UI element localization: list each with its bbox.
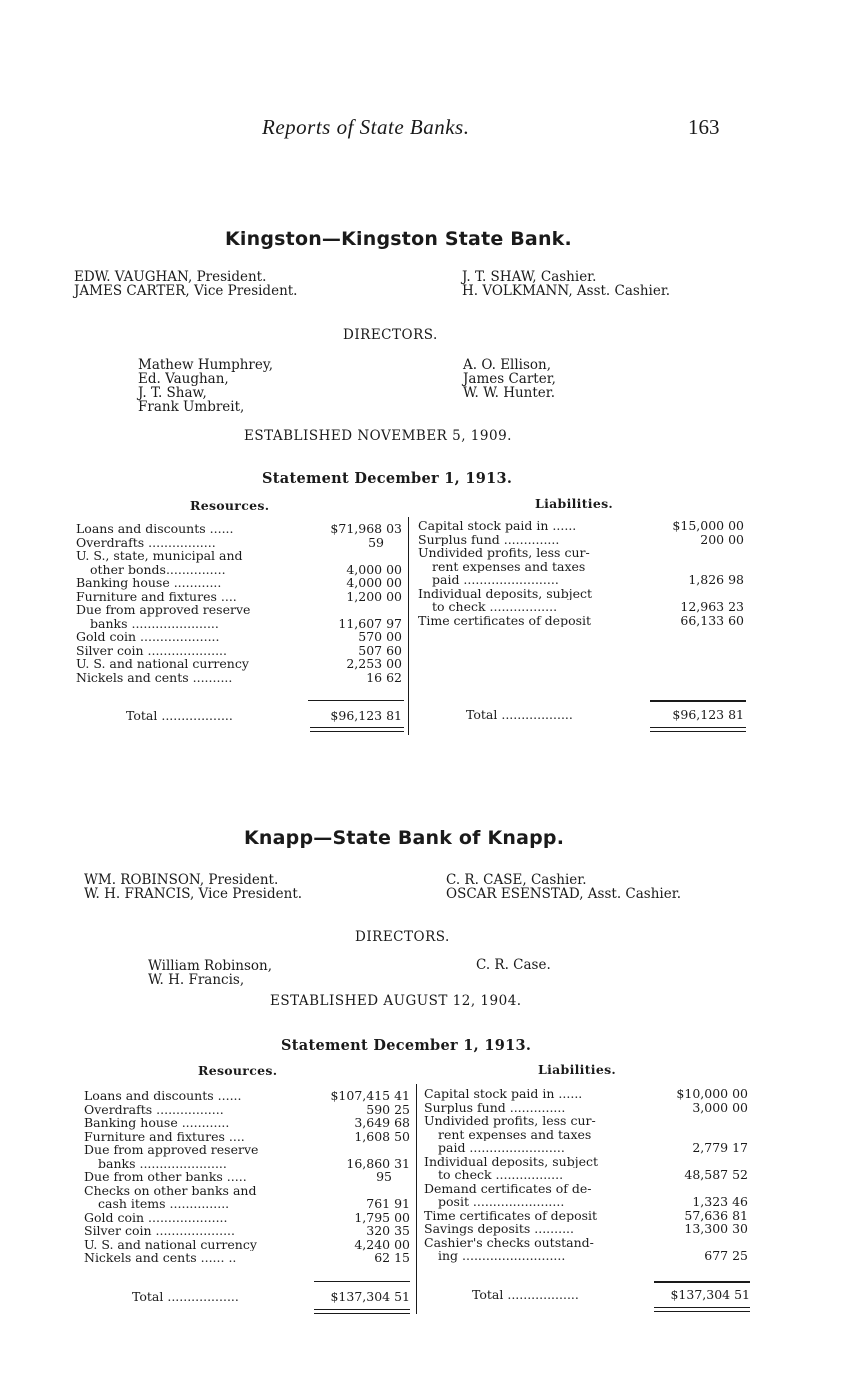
list-item: Checks on other banks and bbox=[84, 1183, 257, 1197]
double-rule bbox=[310, 727, 404, 728]
officer-cashier: C. R. CASE, Cashier. bbox=[446, 872, 587, 888]
list-item: U. S. and national currency 2,253 00 bbox=[76, 656, 402, 671]
list-item: paid ........................ 2,779 17 bbox=[438, 1140, 748, 1155]
liabilities-list bbox=[418, 519, 744, 627]
officer-vice-president: W. H. FRANCIS, Vice President. bbox=[84, 886, 303, 902]
director-name: Frank Umbreit, bbox=[138, 399, 245, 415]
established-date: ESTABLISHED NOVEMBER 5, 1909. bbox=[244, 428, 512, 444]
list-item: Individual deposits, subject bbox=[418, 586, 593, 600]
officers-right bbox=[446, 873, 681, 901]
list-item: Surplus fund .............. 3,000 00 bbox=[424, 1099, 748, 1115]
list-item: other bonds............... 4,000 00 bbox=[90, 561, 402, 577]
resources-total-row bbox=[132, 1290, 410, 1304]
list-item: rent expenses and taxes bbox=[432, 559, 586, 573]
officers-left bbox=[74, 270, 297, 298]
director-name: James Carter, bbox=[463, 371, 556, 387]
list-item: Capital stock paid in ...... $15,000 00 bbox=[418, 518, 744, 533]
total-rule bbox=[654, 1281, 750, 1283]
list-item: Furniture and fixtures .... 1,608 50 bbox=[84, 1128, 410, 1144]
resources-total: $96,123 81 bbox=[330, 708, 402, 723]
list-item: ing .......................... 677 25 bbox=[438, 1248, 748, 1263]
officer-asst-cashier: H. VOLKMANN, Asst. Cashier. bbox=[462, 283, 671, 299]
officer-asst-cashier: OSCAR ESENSTAD, Asst. Cashier. bbox=[446, 886, 681, 902]
page-number: 163 bbox=[688, 115, 720, 139]
list-item: cash items ............... 761 91 bbox=[98, 1196, 410, 1211]
director-name: J. T. Shaw, bbox=[138, 385, 207, 401]
list-item: Silver coin .................... 507 60 bbox=[76, 642, 402, 658]
list-item: U. S. and national currency 4,240 00 bbox=[84, 1236, 410, 1252]
list-item: Nickels and cents .......... 16 62 bbox=[76, 669, 402, 685]
liabilities-list bbox=[424, 1087, 748, 1263]
directors-left bbox=[148, 959, 272, 987]
resources-heading: Resources. bbox=[198, 1063, 278, 1078]
total-label: Total .................. bbox=[472, 1288, 579, 1302]
resources-list bbox=[84, 1089, 410, 1265]
total-label: Total .................. bbox=[126, 709, 233, 723]
double-rule bbox=[654, 1307, 750, 1308]
list-item: Loans and discounts ...... $107,415 41 bbox=[84, 1088, 410, 1103]
statement-heading: Statement December 1, 1913. bbox=[262, 470, 513, 487]
list-item: Cashier's checks outstand- bbox=[424, 1235, 594, 1249]
double-rule bbox=[314, 1309, 410, 1310]
statement-heading: Statement December 1, 1913. bbox=[281, 1037, 532, 1054]
officers-left bbox=[84, 873, 302, 901]
list-item: Silver coin .................... 320 35 bbox=[84, 1223, 410, 1238]
double-rule bbox=[650, 727, 746, 728]
list-item: Gold coin .................... 1,795 00 bbox=[84, 1209, 410, 1225]
list-item: to check ................. 48,587 52 bbox=[438, 1167, 748, 1182]
list-item: banks ...................... 16,860 31 bbox=[98, 1155, 410, 1171]
total-label: Total .................. bbox=[132, 1290, 239, 1304]
liabilities-total-row bbox=[466, 708, 744, 722]
liabilities-total: $137,304 51 bbox=[670, 1287, 750, 1302]
directors-right bbox=[463, 358, 556, 400]
list-item: Undivided profits, less cur- bbox=[418, 546, 590, 560]
liabilities-heading: Liabilities. bbox=[538, 1062, 617, 1077]
directors-left bbox=[138, 358, 273, 414]
resources-heading: Resources. bbox=[190, 498, 270, 513]
officer-president: EDW. VAUGHAN, President. bbox=[74, 269, 267, 285]
list-item: Loans and discounts ...... $71,968 03 bbox=[76, 521, 402, 536]
list-item: Gold coin .................... 570 00 bbox=[76, 629, 402, 644]
resources-total-row bbox=[126, 709, 402, 723]
established-date: ESTABLISHED AUGUST 12, 1904. bbox=[270, 993, 522, 1009]
list-item: Individual deposits, subject bbox=[424, 1154, 599, 1168]
list-item: Due from approved reserve bbox=[84, 1143, 259, 1157]
list-item: posit ....................... 1,323 46 bbox=[438, 1194, 748, 1209]
director-name: A. O. Ellison, bbox=[463, 357, 552, 373]
total-rule bbox=[650, 700, 746, 702]
liabilities-total-row bbox=[472, 1288, 750, 1302]
list-item: Capital stock paid in ...... $10,000 00 bbox=[424, 1086, 748, 1101]
director-name: W. W. Hunter. bbox=[463, 385, 556, 401]
list-item: Due from other banks ..... 95 bbox=[84, 1169, 392, 1184]
list-item: Overdrafts ................. 59 bbox=[76, 534, 384, 550]
list-item: Banking house ............ 4,000 00 bbox=[76, 575, 402, 590]
column-divider bbox=[416, 1084, 417, 1314]
officers-right bbox=[462, 270, 670, 298]
list-item: Nickels and cents ...... .. 62 15 bbox=[84, 1250, 410, 1265]
director-name: Ed. Vaughan, bbox=[138, 371, 229, 387]
director-name: W. H. Francis, bbox=[148, 972, 245, 988]
list-item: Surplus fund .............. 200 00 bbox=[418, 531, 744, 547]
total-rule bbox=[308, 700, 404, 701]
running-title: Reports of State Banks. bbox=[262, 115, 470, 139]
list-item: Time certificates of deposit 66,133 60 bbox=[418, 612, 744, 628]
bank-title: Kingston—Kingston State Bank. bbox=[225, 228, 572, 250]
liabilities-heading: Liabilities. bbox=[535, 496, 614, 511]
director-name: C. R. Case. bbox=[476, 957, 551, 973]
resources-total: $137,304 51 bbox=[330, 1289, 410, 1304]
list-item: Banking house ............ 3,649 68 bbox=[84, 1115, 410, 1130]
resources-list bbox=[76, 522, 402, 684]
director-name: Mathew Humphrey, bbox=[138, 357, 273, 373]
directors-heading: DIRECTORS. bbox=[355, 929, 450, 945]
double-rule bbox=[310, 731, 404, 732]
liabilities-total: $96,123 81 bbox=[672, 707, 744, 722]
list-item: Furniture and fixtures .... 1,200 00 bbox=[76, 588, 402, 604]
list-item: paid ........................ 1,826 98 bbox=[432, 572, 744, 587]
list-item: banks ...................... 11,607 97 bbox=[90, 615, 402, 631]
officer-vice-president: JAMES CARTER, Vice President. bbox=[74, 283, 298, 299]
total-rule bbox=[314, 1281, 410, 1282]
double-rule bbox=[650, 731, 746, 732]
list-item: Overdrafts ................. 590 25 bbox=[84, 1101, 410, 1117]
column-divider bbox=[408, 517, 409, 735]
officer-president: WM. ROBINSON, President. bbox=[84, 872, 279, 888]
list-item: Due from approved reserve bbox=[76, 603, 251, 617]
total-label: Total .................. bbox=[466, 708, 573, 722]
directors-heading: DIRECTORS. bbox=[343, 327, 438, 343]
list-item: U. S., state, municipal and bbox=[76, 549, 243, 563]
officer-cashier: J. T. SHAW, Cashier. bbox=[462, 269, 597, 285]
director-name: William Robinson, bbox=[148, 958, 273, 974]
list-item: Time certificates of deposit 57,636 81 bbox=[424, 1207, 748, 1223]
list-item: rent expenses and taxes bbox=[438, 1127, 592, 1141]
double-rule bbox=[654, 1311, 750, 1312]
list-item: to check ................. 12,963 23 bbox=[432, 599, 744, 614]
double-rule bbox=[314, 1313, 410, 1314]
list-item: Demand certificates of de- bbox=[424, 1181, 592, 1195]
list-item: Undivided profits, less cur- bbox=[424, 1114, 596, 1128]
directors-right bbox=[476, 958, 551, 972]
bank-title: Knapp—State Bank of Knapp. bbox=[244, 827, 565, 849]
list-item: Savings deposits .......... 13,300 30 bbox=[424, 1221, 748, 1236]
